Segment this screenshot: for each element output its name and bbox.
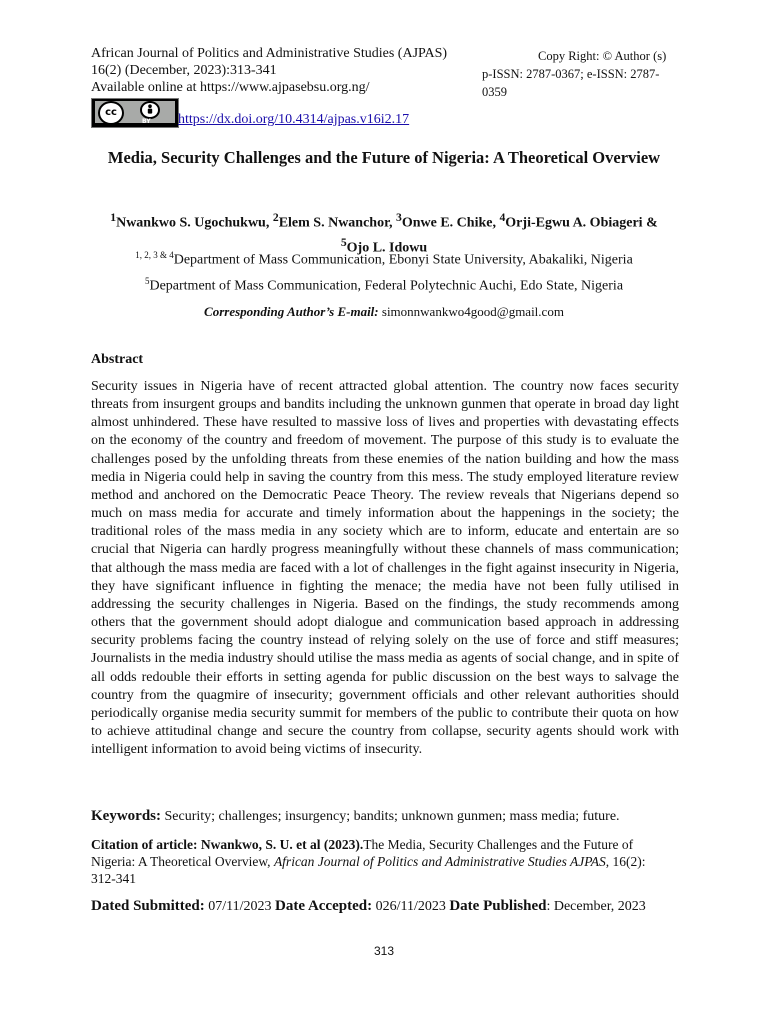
- cc-by-license-badge[interactable]: [91, 98, 179, 128]
- by-label: BY: [142, 118, 151, 125]
- accepted-label: Date Accepted:: [275, 898, 373, 914]
- accepted-date: 026/11/2023: [372, 899, 450, 914]
- person-icon: [140, 101, 160, 119]
- corresponding-label: Corresponding Author’s E-mail:: [204, 304, 379, 319]
- author-sup: 4: [499, 211, 506, 224]
- author-sup: 3: [396, 211, 402, 224]
- creative-commons-icon: cc: [98, 101, 124, 125]
- citation-label: Citation of article: Nwankwo, S. U. et al (2023).: [91, 837, 364, 852]
- affiliation-text: Department of Mass Communication, Federal Polytechnic Auchi, Edo State, Nigeria: [149, 278, 624, 294]
- abstract-text: Security issues in Nigeria have of recent attracted global attention. The country now faces security threats from insurgent groups and bandits including the unknown gunmen that operate in broad day light almost unhindered. These have resulted to massive loss of lives and properties with devastating effects on the economy of the country and freedom of movement. The purpose of this study is to evaluate the challenges posed by the unfolding threats from these enemies of the nation building and how the mass media in Nigeria could help in saving the country from this mess. The study employed literature review method and anchored on the Democratic Peace Theory. The review reveals that Nigerians depend so much on mass media for accurate and timely information about the happenings in the society; the traditional roles of the mass media in any society which are to inform, educate and entertain are so crucial that Nigeria can hardly progress meaningfully without these channels of mass communication; that although the mass media are faced with a lot of challenges in the fight against insecurity in Nigeria, they have significant influence in fighting the menace; the media have not been fully utilised in addressing the security challenges in Nigeria. Based on the findings, the study recommends among others that the government should adopt dialogue and communication based approach in addressing security problems facing the country instead of relying solely on the use of force and stiff measures; Journalists in the media industry should utilise the mass media as agents of social change, and in spite of all odds redouble their efforts in setting agenda for public discussion on the best ways to salvage the country from the quagmire of insecurity; government officials and other relevant authorities should periodically organise media security summit for members of the public to contribute their quota on how to achieve attitudinal change and secure the country from collapse, security agents should work with intelligent information to avoid being victims of insecurity.: [91, 379, 679, 758]
- citation: [91, 836, 671, 887]
- affiliation: [80, 276, 688, 295]
- author-name: Ojo L. Idowu: [346, 240, 428, 256]
- journal-name: African Journal of Politics and Administrative Studies (AJPAS): [91, 46, 448, 61]
- author-name: Nwankwo S. Ugochukwu,: [116, 215, 273, 231]
- issn-text: p-ISSN: 2787-0367; e-ISSN: 2787-0359: [482, 67, 660, 99]
- dates-line: [91, 898, 691, 915]
- copyright-text: Copy Right: © Author (s): [538, 49, 667, 63]
- page-number: 313: [373, 944, 395, 958]
- keywords: [91, 808, 681, 825]
- doi-link[interactable]: https://dx.doi.org/10.4314/ajpas.v16i2.17: [178, 112, 410, 127]
- affiliation-text: Department of Mass Communication, Ebonyi State University, Abakaliki, Nigeria: [173, 252, 633, 268]
- journal-copyright-block: [482, 47, 682, 101]
- paper-title: Media, Security Challenges and the Future of Nigeria: A Theoretical Overview: [107, 148, 661, 167]
- affiliation: [80, 250, 688, 269]
- corresponding-author: [80, 304, 688, 320]
- author-name: Orji-Egwu A. Obiageri &: [505, 215, 658, 231]
- submitted-label: Dated Submitted:: [91, 898, 205, 914]
- citation-text: The Media, Security Challenges and the Future of Nigeria: A Theoretical Overview,: [91, 837, 634, 869]
- published-label: Date Published: [449, 898, 547, 914]
- citation-volume: , 16(2): 312-341: [91, 854, 646, 886]
- abstract-heading: Abstract: [91, 352, 144, 367]
- journal-issue: 16(2) (December, 2023):313-341: [91, 63, 277, 78]
- published-date: : December, 2023: [546, 899, 646, 914]
- affiliation-sup: 1, 2, 3 & 4: [135, 250, 174, 260]
- submitted-date: 07/11/2023: [204, 899, 276, 914]
- keywords-label: Keywords:: [91, 808, 161, 824]
- author-sup: 1: [110, 211, 117, 224]
- journal-website: Available online at https://www.ajpasebsu.org.ng/: [91, 80, 370, 95]
- author-name: Onwe E. Chike,: [401, 215, 500, 231]
- author-name: Elem S. Nwanchor,: [278, 215, 397, 231]
- affiliation-sup: 5: [144, 276, 150, 286]
- citation-journal: African Journal of Politics and Administrative Studies AJPAS: [273, 854, 606, 869]
- author-sup: 5: [340, 235, 347, 249]
- journal-header: [91, 45, 511, 96]
- corresponding-email: simonnwankwo4good@gmail.com: [381, 304, 564, 319]
- author-sup: 2: [272, 211, 279, 224]
- keywords-text: Security; challenges; insurgency; bandits; unknown gunmen; mass media; future.: [161, 809, 620, 824]
